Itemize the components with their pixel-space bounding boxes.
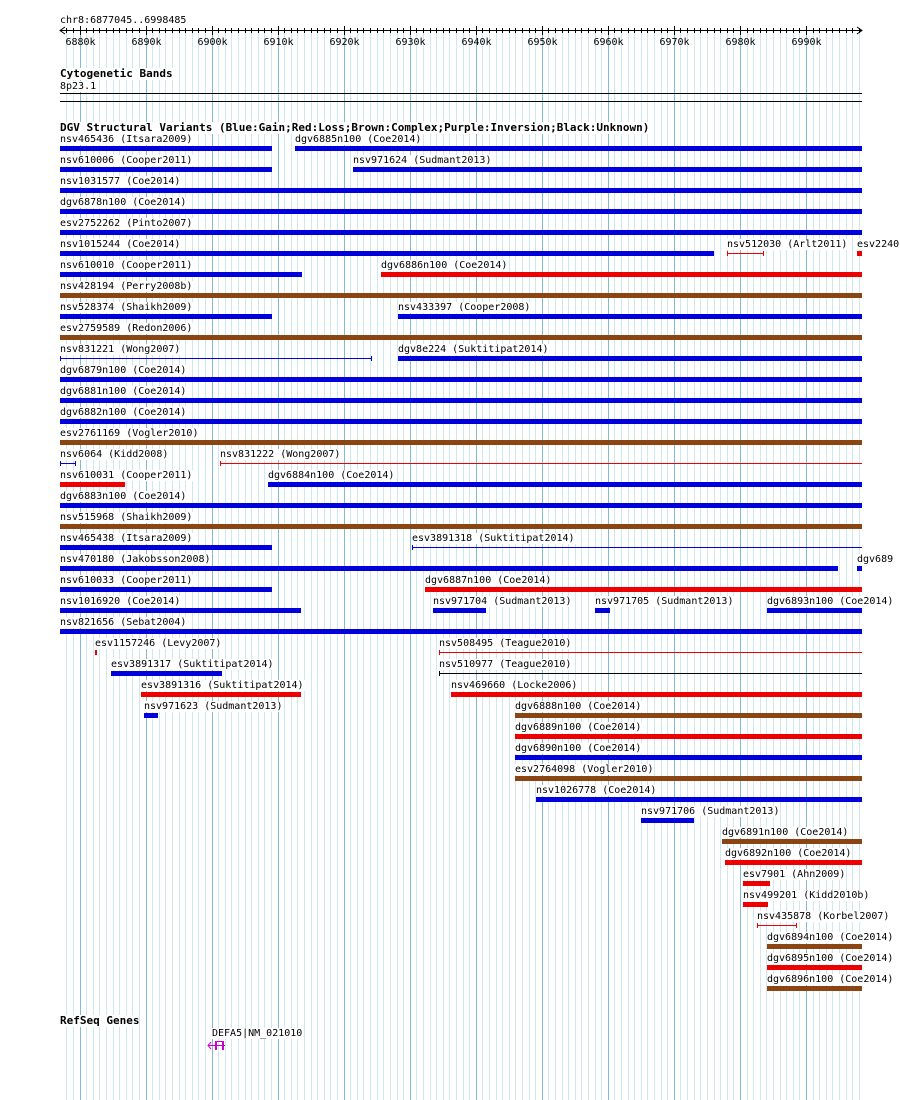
- variant-bar[interactable]: [433, 608, 486, 613]
- variant-label[interactable]: dgv6885n100 (Coe2014): [295, 134, 422, 145]
- variant-label[interactable]: dgv6879n100 (Coe2014): [60, 365, 187, 376]
- variant-bar[interactable]: [60, 440, 862, 445]
- variant-bar[interactable]: [60, 608, 301, 613]
- variant-line[interactable]: [220, 463, 862, 464]
- variant-end-tick: [60, 461, 61, 466]
- variant-label[interactable]: esv7901 (Ahn2009): [743, 869, 846, 880]
- variant-bar[interactable]: [425, 587, 862, 592]
- variant-bar[interactable]: [398, 356, 862, 361]
- variant-bar[interactable]: [515, 776, 862, 781]
- variant-label[interactable]: dgv6883n100 (Coe2014): [60, 491, 187, 502]
- variant-label[interactable]: nsv528374 (Shaikh2009): [60, 302, 193, 313]
- variant-bar[interactable]: [60, 377, 862, 382]
- ruler-tick-label: 6960k: [593, 37, 624, 48]
- variant-label[interactable]: dgv6894n100 (Coe2014): [767, 932, 894, 943]
- variant-bar[interactable]: [641, 818, 694, 823]
- variant-line[interactable]: [439, 673, 862, 674]
- dgv-track-title[interactable]: DGV Structural Variants (Blue:Gain;Red:Loss;Brown:Complex;Purple:Inversion;Black:Unknown): [60, 121, 650, 134]
- variant-label[interactable]: dgv6890n100 (Coe2014): [515, 743, 642, 754]
- variant-end-tick: [75, 461, 76, 466]
- variant-label[interactable]: esv3891316 (Suktitipat2014): [141, 680, 304, 691]
- variant-label[interactable]: nsv831221 (Wong2007): [60, 344, 181, 355]
- ruler-tick-label: 6910k: [263, 37, 294, 48]
- variant-bar[interactable]: [144, 713, 158, 718]
- location-readout: chr8:6877045..6998485: [60, 15, 187, 26]
- variant-bar[interactable]: [60, 335, 862, 340]
- variant-label[interactable]: esv2761169 (Vogler2010): [60, 428, 199, 439]
- variant-label[interactable]: nsv971704 (Sudmant2013): [433, 596, 572, 607]
- cytoband-label: 8p23.1: [60, 81, 97, 92]
- variant-label[interactable]: esv3891317 (Suktitipat2014): [111, 659, 274, 670]
- variant-label[interactable]: dgv6887n100 (Coe2014): [425, 575, 552, 586]
- variant-bar[interactable]: [60, 629, 862, 634]
- variant-bar[interactable]: [60, 293, 862, 298]
- variant-label[interactable]: nsv6064 (Kidd2008): [60, 449, 169, 460]
- variant-label[interactable]: nsv610033 (Cooper2011): [60, 575, 193, 586]
- variant-label[interactable]: esv2764098 (Vogler2010): [515, 764, 654, 775]
- gene-label[interactable]: DEFA5|NM_021010: [212, 1028, 303, 1039]
- variant-bar[interactable]: [515, 755, 862, 760]
- variant-bar[interactable]: [111, 671, 222, 676]
- variant-label[interactable]: esv1157246 (Levy2007): [95, 638, 222, 649]
- variant-label[interactable]: dgv6888n100 (Coe2014): [515, 701, 642, 712]
- variant-bar[interactable]: [60, 230, 862, 235]
- variant-end-tick: [439, 650, 440, 655]
- variant-label[interactable]: esv2752262 (Pinto2007): [60, 218, 193, 229]
- variant-label[interactable]: nsv435878 (Korbel2007): [757, 911, 890, 922]
- variant-bar[interactable]: [60, 146, 272, 151]
- gene-exon: [215, 1041, 217, 1050]
- variant-bar[interactable]: [60, 398, 862, 403]
- variant-label[interactable]: dgv8e224 (Suktitipat2014): [398, 344, 549, 355]
- variant-bar[interactable]: [767, 986, 862, 991]
- variant-bar[interactable]: [60, 419, 862, 424]
- cytoband-track-title[interactable]: Cytogenetic Bands: [60, 67, 173, 80]
- variant-bar[interactable]: [515, 713, 862, 718]
- variant-bar[interactable]: [60, 587, 272, 592]
- variant-bar[interactable]: [60, 314, 272, 319]
- variant-label[interactable]: dgv6896n100 (Coe2014): [767, 974, 894, 985]
- refseq-track-title[interactable]: RefSeq Genes: [60, 1014, 140, 1027]
- variant-end-tick: [727, 251, 728, 256]
- variant-label[interactable]: dgv6886n100 (Coe2014): [381, 260, 508, 271]
- variant-label[interactable]: esv2759589 (Redon2006): [60, 323, 193, 334]
- variant-line[interactable]: [412, 547, 862, 548]
- ruler-tick-label: 6900k: [197, 37, 228, 48]
- variant-bar[interactable]: [353, 167, 862, 172]
- variant-label[interactable]: dgv6881n100 (Coe2014): [60, 386, 187, 397]
- variant-label[interactable]: nsv971706 (Sudmant2013): [641, 806, 780, 817]
- variant-label[interactable]: nsv1026778 (Coe2014): [536, 785, 657, 796]
- ruler-tick-label: 6980k: [725, 37, 756, 48]
- variant-label[interactable]: nsv428194 (Perry2008b): [60, 281, 193, 292]
- variant-bar[interactable]: [60, 482, 125, 487]
- variant-label[interactable]: dgv6895n100 (Coe2014): [767, 953, 894, 964]
- variant-bar[interactable]: [857, 251, 862, 256]
- variant-bar[interactable]: [60, 503, 862, 508]
- gene-glyph-layer: [0, 1038, 890, 1052]
- variant-bar[interactable]: [60, 209, 862, 214]
- variant-label[interactable]: nsv1031577 (Coe2014): [60, 176, 181, 187]
- variant-label[interactable]: dgv6884n100 (Coe2014): [268, 470, 395, 481]
- variant-end-tick: [220, 461, 221, 466]
- variant-bar[interactable]: [857, 566, 862, 571]
- variant-label[interactable]: esv2240: [857, 239, 900, 250]
- variant-label[interactable]: nsv433397 (Cooper2008): [398, 302, 531, 313]
- variant-label[interactable]: nsv470180 (Jakobsson2008): [60, 554, 211, 565]
- variant-bar[interactable]: [381, 272, 862, 277]
- variant-bar[interactable]: [767, 965, 862, 970]
- variant-end-tick: [96, 650, 97, 655]
- variant-label[interactable]: nsv512030 (Arlt2011): [727, 239, 848, 250]
- variant-line[interactable]: [439, 652, 862, 653]
- variant-label[interactable]: nsv465436 (Itsara2009): [60, 134, 193, 145]
- variant-label[interactable]: nsv510977 (Teague2010): [439, 659, 572, 670]
- variant-label[interactable]: dgv6889n100 (Coe2014): [515, 722, 642, 733]
- variant-bar[interactable]: [536, 797, 862, 802]
- variant-label[interactable]: nsv465438 (Itsara2009): [60, 533, 193, 544]
- variant-bar[interactable]: [515, 734, 862, 739]
- variant-end-tick: [796, 923, 797, 928]
- variant-line[interactable]: [727, 253, 764, 254]
- variant-bar[interactable]: [398, 314, 862, 319]
- variant-line[interactable]: [60, 358, 372, 359]
- variant-label[interactable]: nsv508495 (Teague2010): [439, 638, 572, 649]
- variant-label[interactable]: dgv6878n100 (Coe2014): [60, 197, 187, 208]
- variant-label[interactable]: nsv821656 (Sebat2004): [60, 617, 187, 628]
- ruler-tick-label: 6970k: [659, 37, 690, 48]
- variant-bar[interactable]: [595, 608, 610, 613]
- variant-bar[interactable]: [60, 545, 272, 550]
- variant-end-tick: [439, 671, 440, 676]
- ruler-tick-label: 6990k: [791, 37, 822, 48]
- variant-label[interactable]: nsv610010 (Cooper2011): [60, 260, 193, 271]
- variant-bar[interactable]: [743, 902, 768, 907]
- variant-label[interactable]: nsv971624 (Sudmant2013): [353, 155, 492, 166]
- variant-label[interactable]: dgv6891n100 (Coe2014): [722, 827, 849, 838]
- variant-label[interactable]: nsv610031 (Cooper2011): [60, 470, 193, 481]
- variant-end-tick: [412, 545, 413, 550]
- variant-label[interactable]: dgv689: [857, 554, 894, 565]
- variant-label[interactable]: nsv610006 (Cooper2011): [60, 155, 193, 166]
- ruler-tick-label: 6940k: [461, 37, 492, 48]
- ruler-tick-label: 6890k: [131, 37, 162, 48]
- ruler-tick-label: 6880k: [65, 37, 96, 48]
- variant-label[interactable]: nsv515968 (Shaikh2009): [60, 512, 193, 523]
- variant-bar[interactable]: [60, 566, 838, 571]
- variant-bar[interactable]: [725, 860, 862, 865]
- ruler-tick-label: 6920k: [329, 37, 360, 48]
- variant-label[interactable]: nsv1016920 (Coe2014): [60, 596, 181, 607]
- variant-bar[interactable]: [60, 188, 862, 193]
- variant-bar[interactable]: [295, 146, 862, 151]
- variant-line[interactable]: [60, 463, 76, 464]
- gene-defa5-glyph[interactable]: [208, 1041, 225, 1050]
- variant-bar[interactable]: [451, 692, 862, 697]
- variant-label[interactable]: nsv971705 (Sudmant2013): [595, 596, 734, 607]
- variant-bar[interactable]: [60, 272, 302, 277]
- variant-label[interactable]: nsv499201 (Kidd2010b): [743, 890, 870, 901]
- variant-label[interactable]: esv3891318 (Suktitipat2014): [412, 533, 575, 544]
- variant-bar[interactable]: [60, 251, 714, 256]
- variant-label[interactable]: dgv6893n100 (Coe2014): [767, 596, 894, 607]
- variant-bar[interactable]: [767, 608, 862, 613]
- variant-bar[interactable]: [743, 881, 770, 886]
- variant-label[interactable]: dgv6882n100 (Coe2014): [60, 407, 187, 418]
- ruler-tick-label: 6930k: [395, 37, 426, 48]
- variant-label[interactable]: dgv6892n100 (Coe2014): [725, 848, 852, 859]
- variant-label[interactable]: nsv469660 (Locke2006): [451, 680, 578, 691]
- variant-bar[interactable]: [141, 692, 301, 697]
- variant-bar[interactable]: [767, 944, 862, 949]
- variant-end-tick: [763, 251, 764, 256]
- variant-line[interactable]: [757, 925, 797, 926]
- variant-end-tick: [371, 356, 372, 361]
- variant-label[interactable]: nsv971623 (Sudmant2013): [144, 701, 283, 712]
- variant-label[interactable]: nsv1015244 (Coe2014): [60, 239, 181, 250]
- variant-label[interactable]: nsv831222 (Wong2007): [220, 449, 341, 460]
- variant-bar[interactable]: [60, 167, 272, 172]
- ruler-tick-label: 6950k: [527, 37, 558, 48]
- variant-end-tick: [60, 356, 61, 361]
- variant-end-tick: [757, 923, 758, 928]
- variant-bar[interactable]: [722, 839, 862, 844]
- gene-exon: [222, 1041, 224, 1050]
- variant-bar[interactable]: [268, 482, 862, 487]
- variant-bar[interactable]: [60, 524, 862, 529]
